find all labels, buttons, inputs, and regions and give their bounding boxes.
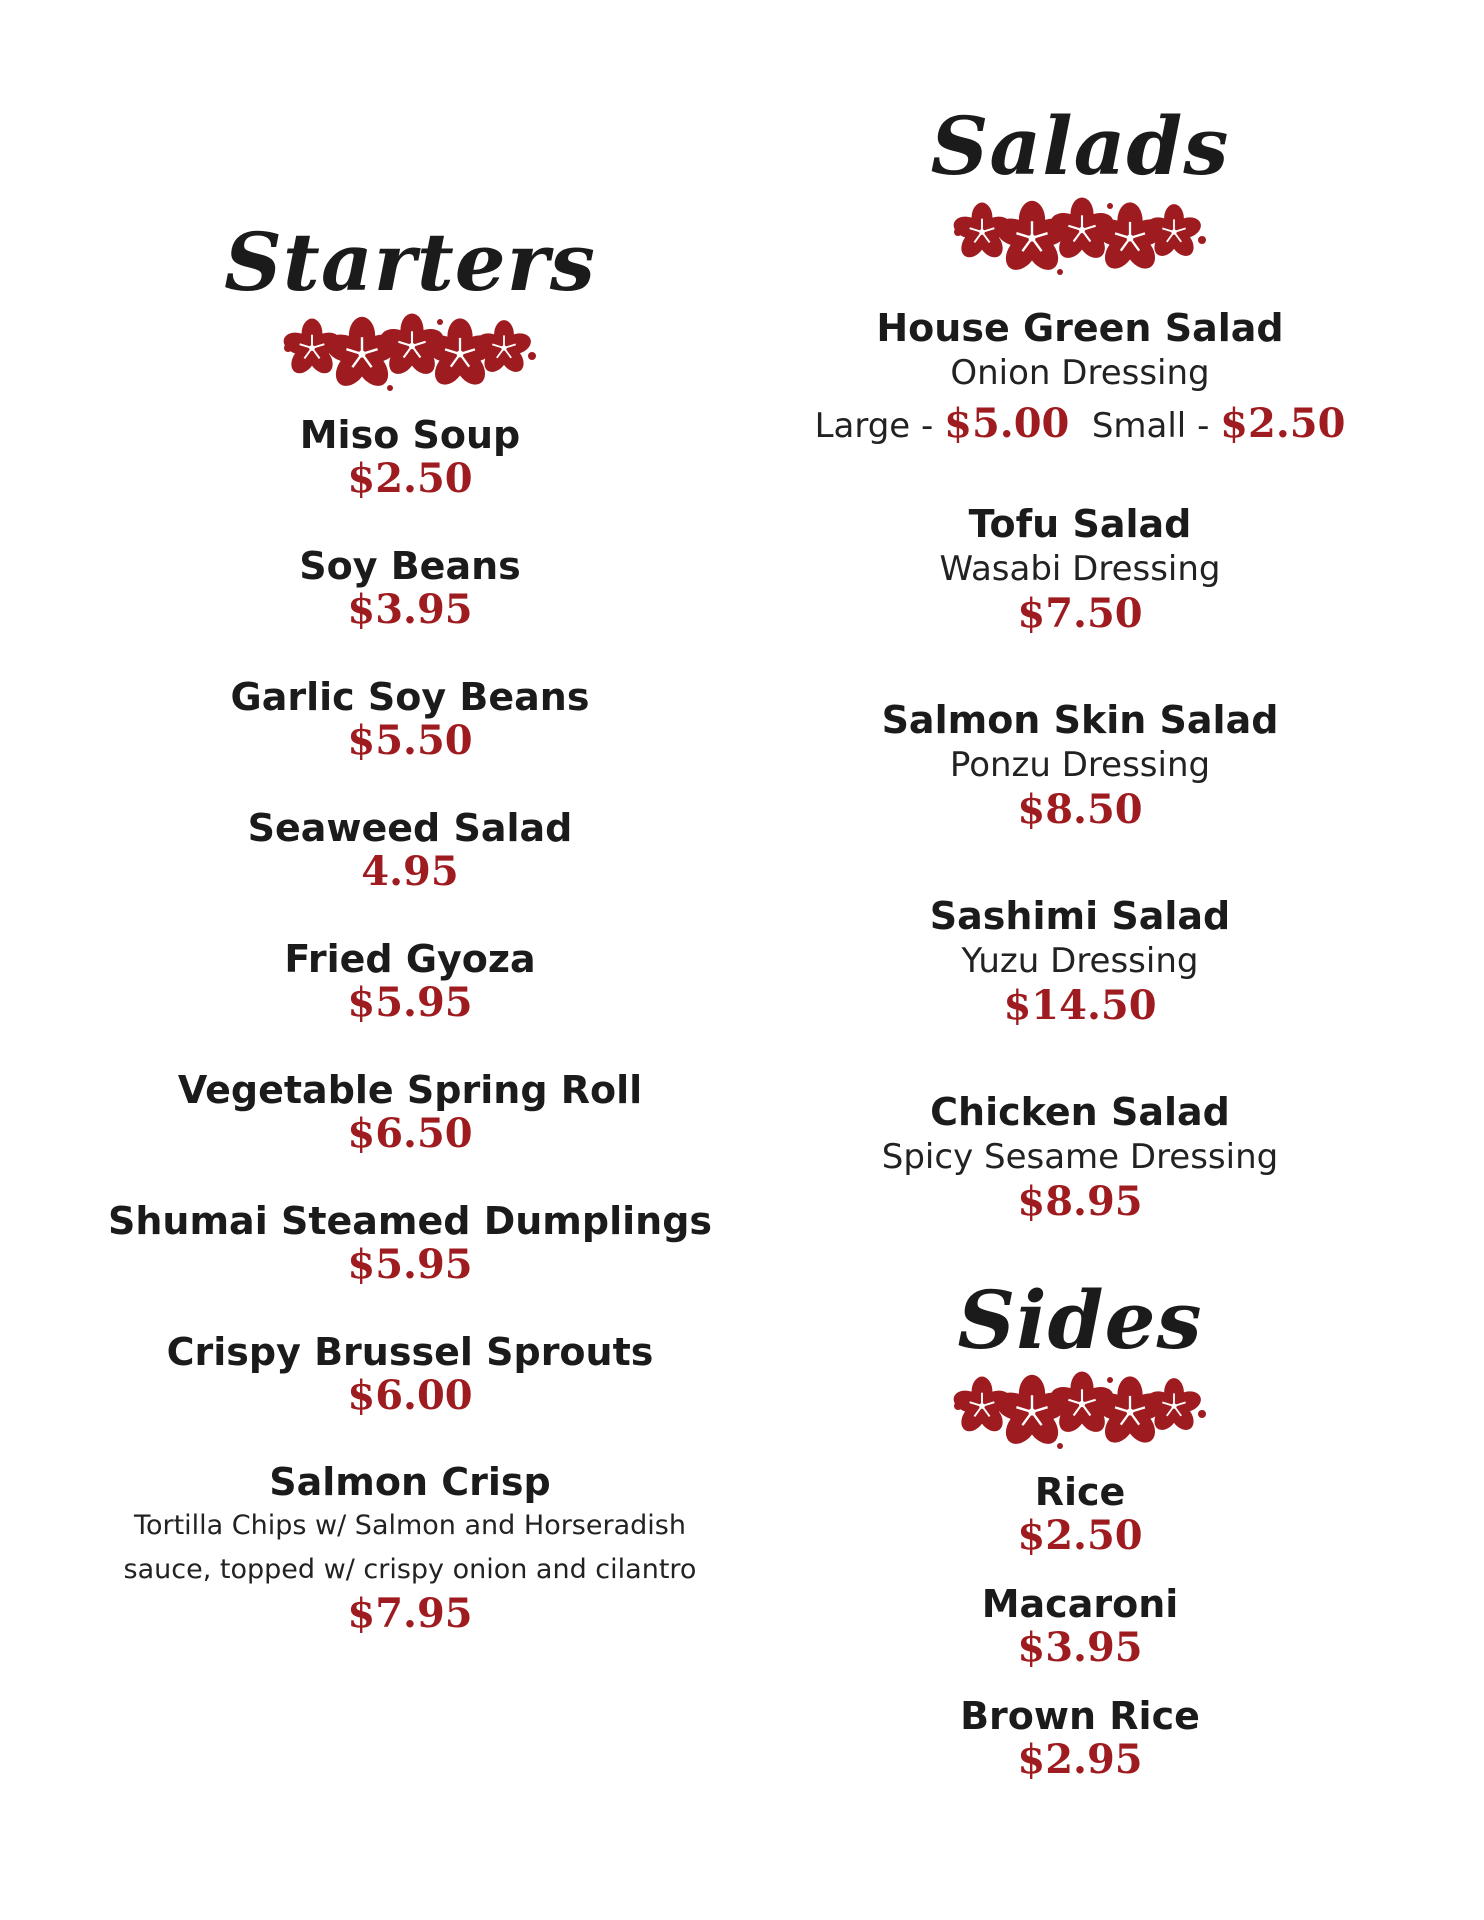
starters-title: Starters (224, 215, 596, 309)
menu-item-seaweed-salad (60, 806, 760, 894)
item-price: $3.95 (1017, 1624, 1143, 1671)
item-description: Tortilla Chips w/ Salmon and Horseradish (134, 1510, 686, 1541)
menu-item-soy-beans (60, 544, 760, 632)
item-price: $2.50 (347, 455, 473, 502)
menu-item-shumai-steamed-dumplings (60, 1199, 760, 1287)
item-price: $14.50 (1003, 982, 1157, 1029)
item-name: Miso Soup (299, 413, 521, 457)
item-price: $8.95 (1017, 1178, 1143, 1225)
item-price: $7.95 (347, 1590, 473, 1637)
item-price: $5.50 (347, 717, 473, 764)
item-description: Ponzu Dressing (949, 745, 1211, 785)
item-name: Vegetable Spring Roll (177, 1068, 643, 1112)
item-price: 4.95 (361, 848, 459, 895)
item-name: Salmon Skin Salad (881, 698, 1279, 742)
hibiscus-flowers-icon (950, 192, 1210, 282)
menu-item-house-green-salad (750, 306, 1410, 461)
item-name: Seaweed Salad (247, 806, 573, 850)
item-price: $8.50 (1017, 786, 1143, 833)
menu-item-rice (750, 1470, 1410, 1558)
item-name: Soy Beans (299, 544, 521, 588)
large-label: Large - (814, 406, 945, 446)
item-name: Brown Rice (960, 1694, 1200, 1738)
item-price: $2.50 (1017, 1512, 1143, 1559)
item-price: $2.95 (1017, 1736, 1143, 1783)
menu-item-fried-gyoza (60, 937, 760, 1025)
item-price: $5.95 (347, 979, 473, 1026)
item-name: Sashimi Salad (929, 894, 1231, 938)
item-price: $5.95 (347, 1241, 473, 1288)
hibiscus-flowers-icon (950, 1366, 1210, 1456)
large-price: $5.00 (944, 400, 1070, 447)
item-name: Rice (1034, 1470, 1126, 1514)
item-price: $3.95 (347, 586, 473, 633)
item-name: Fried Gyoza (284, 937, 536, 981)
menu-item-tofu-salad (750, 502, 1410, 636)
item-name: Garlic Soy Beans (230, 675, 590, 719)
item-price: $6.50 (347, 1110, 473, 1157)
item-description: sauce, topped w/ crispy onion and cilantro (123, 1554, 697, 1585)
item-name: Crispy Brussel Sprouts (166, 1330, 654, 1374)
item-description: Wasabi Dressing (939, 549, 1221, 589)
item-description: Yuzu Dressing (961, 941, 1199, 981)
item-description: Spicy Sesame Dressing (881, 1137, 1279, 1177)
salads-section (750, 0, 1410, 1225)
menu-item-brown-rice (750, 1694, 1410, 1782)
menu-item-crispy-brussel-sprouts (60, 1330, 760, 1418)
menu-item-chicken-salad (750, 1090, 1410, 1224)
sides-section (750, 1270, 1410, 1800)
menu-item-sashimi-salad (750, 894, 1410, 1028)
item-price: $7.50 (1017, 590, 1143, 637)
item-name: Tofu Salad (968, 502, 1192, 546)
item-price: $6.00 (347, 1372, 473, 1419)
item-name: Shumai Steamed Dumplings (107, 1199, 713, 1243)
menu-item-garlic-soy-beans (60, 675, 760, 763)
hibiscus-flowers-icon (280, 308, 540, 398)
item-name: Chicken Salad (930, 1090, 1230, 1134)
size-prices (750, 396, 1410, 461)
sides-title: Sides (957, 1273, 1203, 1367)
menu-item-salmon-skin-salad (750, 698, 1410, 832)
item-name: Macaroni (981, 1582, 1179, 1626)
menu-item-salmon-crisp (60, 1460, 760, 1636)
menu-item-miso-soup (60, 413, 760, 501)
item-description: Onion Dressing (950, 353, 1210, 393)
small-price: $2.50 (1220, 400, 1346, 447)
menu-item-macaroni (750, 1582, 1410, 1670)
item-name: Salmon Crisp (269, 1460, 551, 1504)
small-label: Small - (1091, 406, 1221, 446)
menu-item-vegetable-spring-roll (60, 1068, 760, 1156)
salads-title: Salads (930, 99, 1230, 193)
item-name: House Green Salad (876, 306, 1284, 350)
starters-section (60, 0, 760, 1700)
